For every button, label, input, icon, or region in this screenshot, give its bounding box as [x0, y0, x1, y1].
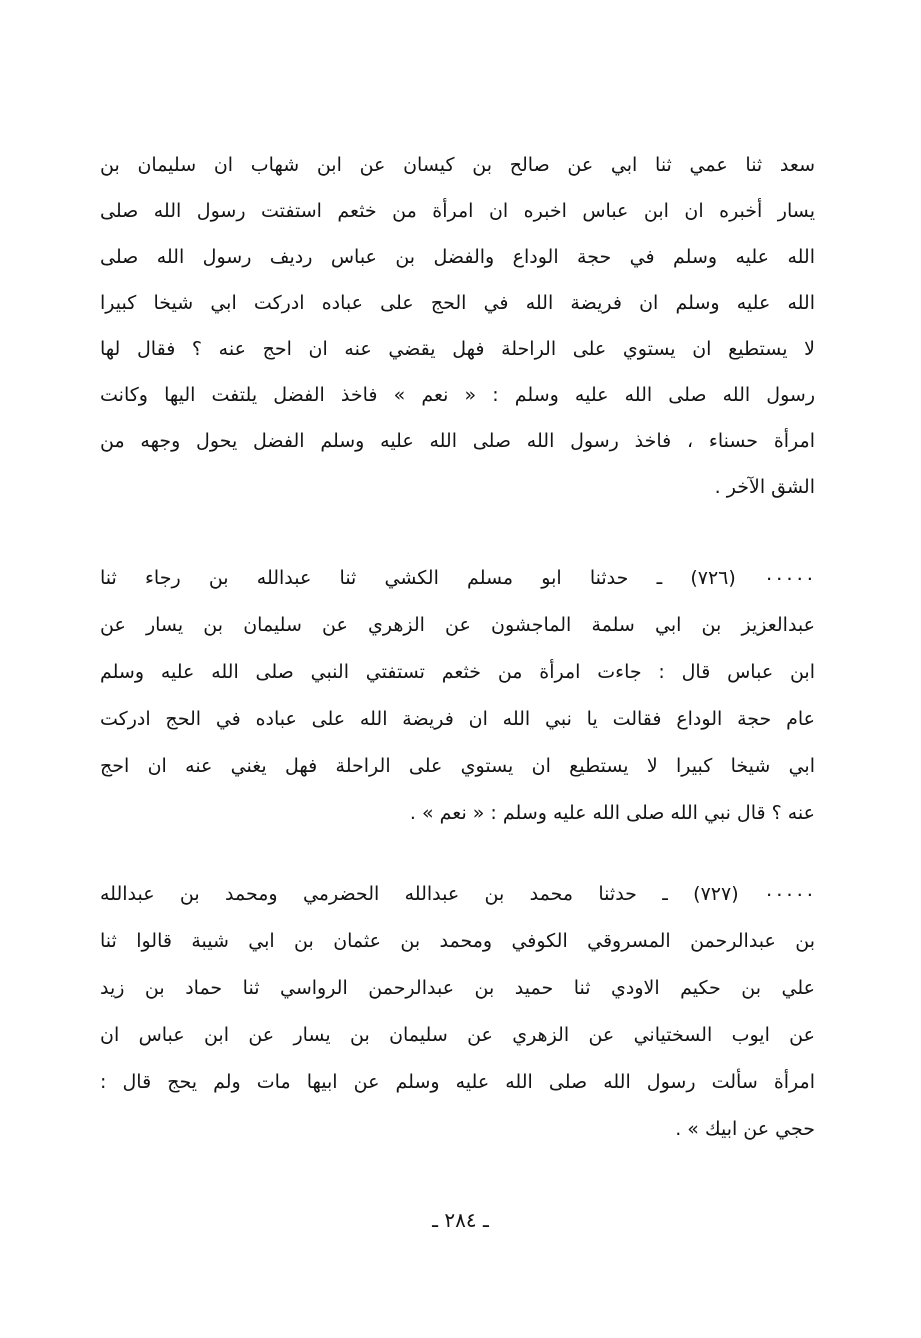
- page-number: ـ ٢٨٤ ـ: [432, 1208, 489, 1232]
- hadith-paragraph-1: [100, 142, 815, 510]
- hadith-paragraph-727: [100, 871, 815, 1153]
- text-line: ابن عباس قال : جاءت امرأة من خثعم تستفتي النبي صلى الله عليه وسلم: [100, 661, 815, 683]
- text-line: الله عليه وسلم في حجة الوداع والفضل بن عباس رديف رسول الله صلى: [100, 246, 815, 268]
- text-line: ٠٠٠٠٠ (٧٢٦) ـ حدثنا ابو مسلم الكشي ثنا عبدالله بن رجاء ثنا: [100, 567, 815, 589]
- text-line: لا يستطيع ان يستوي على الراحلة فهل يقضي عنه ان احج عنه ؟ فقال لها: [100, 338, 815, 360]
- text-line: الله عليه وسلم ان فريضة الله في الحج على عباده ادركت ابي شيخا كبيرا: [100, 292, 815, 314]
- hadith-paragraph-726: [100, 555, 815, 837]
- text-line: امرأة سألت رسول الله صلى الله عليه وسلم عن ابيها مات ولم يحج قال :: [100, 1071, 815, 1093]
- text-line: عنه ؟ قال نبي الله صلى الله عليه وسلم : « نعم » .: [409, 802, 815, 824]
- text-line: عام حجة الوداع فقالت يا نبي الله ان فريضة الله على عباده في الحج ادركت: [100, 708, 815, 730]
- text-line: عبدالعزيز بن ابي سلمة الماجشون عن الزهري عن سليمان بن يسار عن: [100, 614, 815, 636]
- text-line: سعد ثنا عمي ثنا ابي عن صالح بن كيسان عن ابن شهاب ان سليمان بن: [100, 154, 815, 176]
- text-line: ٠٠٠٠٠ (٧٢٧) ـ حدثنا محمد بن عبدالله الحضرمي ومحمد بن عبدالله: [100, 883, 815, 905]
- text-line: علي بن حكيم الاودي ثنا حميد بن عبدالرحمن الرواسي ثنا حماد بن زيد: [100, 977, 815, 999]
- text-line: ابي شيخا كبيرا لا يستطيع ان يستوي على الراحلة فهل يغني عنه ان احج: [100, 755, 815, 777]
- text-line: الشق الآخر .: [714, 476, 815, 498]
- text-line: عن ايوب السختياني عن الزهري عن سليمان بن يسار عن ابن عباس ان: [100, 1024, 815, 1046]
- text-line: حجي عن ابيك » .: [675, 1118, 815, 1140]
- text-line: يسار أخبره ان ابن عباس اخبره ان امرأة من خثعم استفتت رسول الله صلى: [100, 200, 815, 222]
- text-line: رسول الله صلى الله عليه وسلم : « نعم » فاخذ الفضل يلتفت اليها وكانت: [100, 384, 815, 406]
- text-line: امرأة حسناء ، فاخذ رسول الله صلى الله عليه وسلم الفضل يحول وجهه من: [100, 430, 815, 452]
- text-line: بن عبدالرحمن المسروقي الكوفي ومحمد بن عثمان بن ابي شيبة قالوا ثنا: [100, 930, 815, 952]
